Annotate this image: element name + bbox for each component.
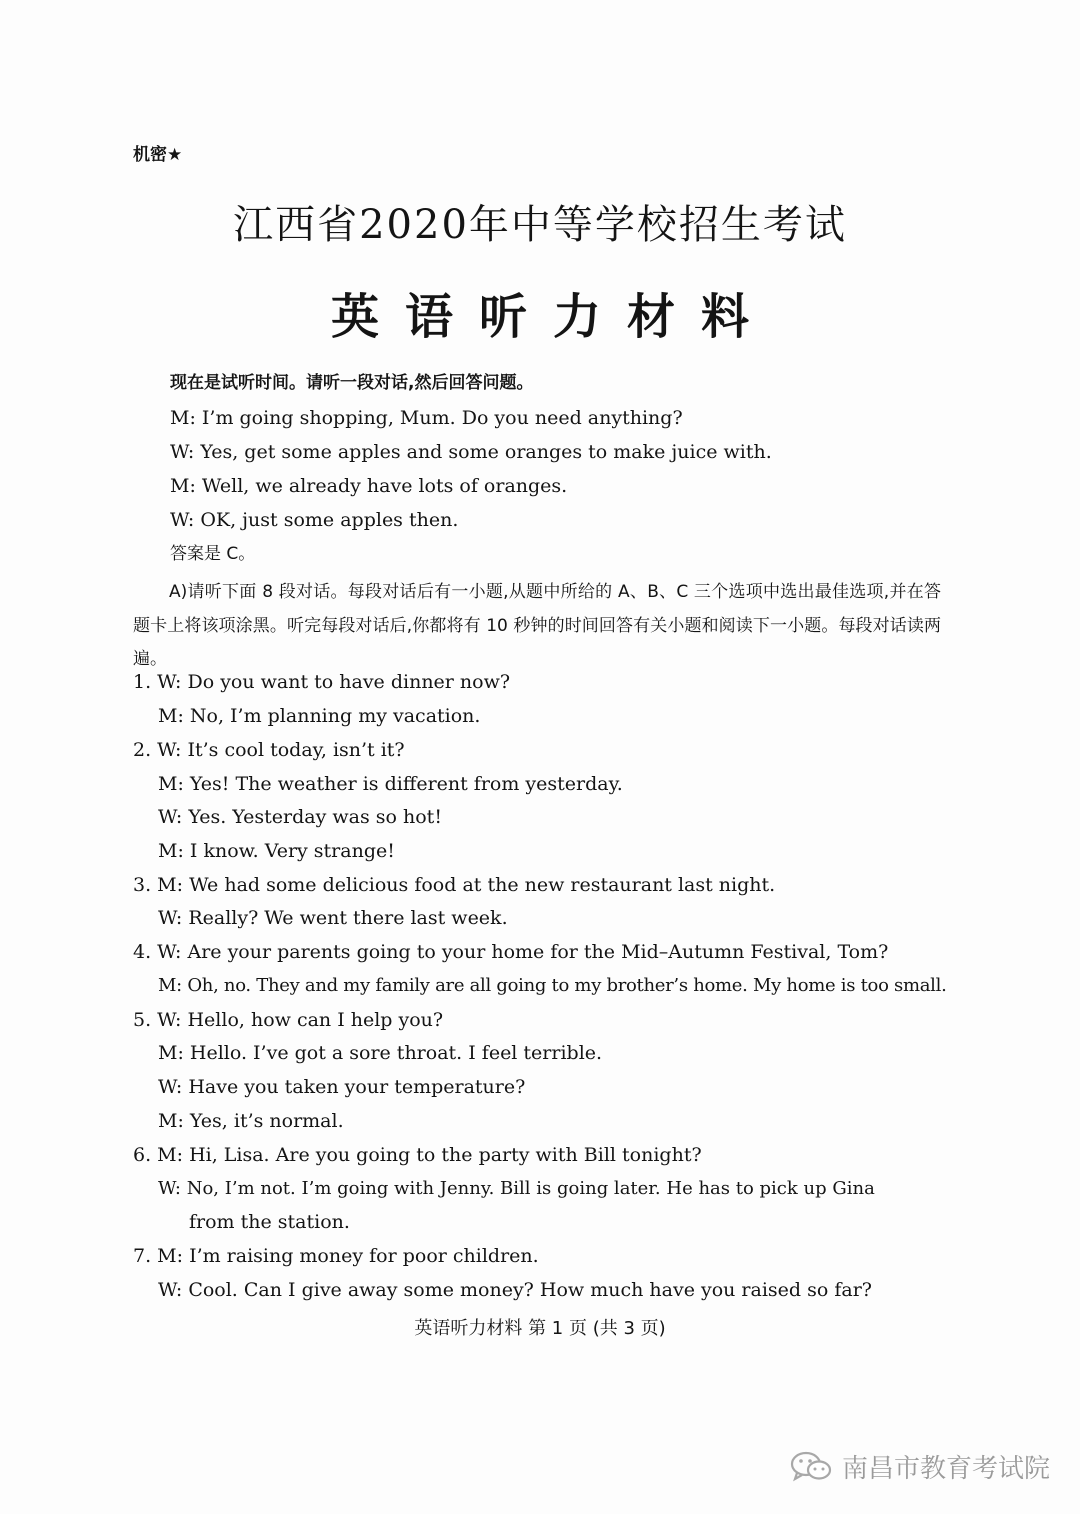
practice-line: M: I’m going shopping, Mum. Do you need anything? <box>170 407 683 429</box>
exam-title: 江西省2020年中等学校招生考试 <box>233 202 847 248</box>
dialogue-line: 4. W: Are your parents going to your home for the Mid–Autumn Festival, Tom? <box>133 941 889 963</box>
dialogue-line: 1. W: Do you want to have dinner now? <box>133 671 511 693</box>
dialogue-line: W: Cool. Can I give away some money? How much have you raised so far? <box>158 1279 872 1301</box>
dialogue-line: M: No, I’m planning my vacation. <box>158 705 481 727</box>
practice-instruction: 现在是试听时间。请听一段对话,然后回答问题。 <box>170 373 534 393</box>
exam-subtitle: 英语听力材料 <box>330 289 775 345</box>
page-footer: 英语听力材料 第 1 页 (共 3 页) <box>414 1318 666 1339</box>
dialogue-line: W: Have you taken your temperature? <box>158 1076 526 1098</box>
practice-line: W: OK, just some apples then. <box>170 509 459 531</box>
dialogue-line: 5. W: Hello, how can I help you? <box>133 1009 444 1031</box>
dialogue-line: from the station. <box>189 1211 350 1233</box>
dialogue-line: 3. M: We had some delicious food at the new restaurant last night. <box>133 874 776 896</box>
dialogue-line: 2. W: It’s cool today, isn’t it? <box>133 739 405 761</box>
secret-mark: 机密★ <box>133 145 183 165</box>
dialogue-line: M: Yes, it’s normal. <box>158 1110 344 1132</box>
dialogue-line: W: No, I’m not. I’m going with Jenny. Bill is going later. He has to pick up Gina <box>158 1178 875 1199</box>
dialogue-line: 6. M: Hi, Lisa. Are you going to the party with Bill tonight? <box>133 1144 702 1166</box>
dialogue-line: W: Yes. Yesterday was so hot! <box>158 806 442 828</box>
dialogue-line: W: Really? We went there last week. <box>158 907 508 929</box>
practice-answer: 答案是 C。 <box>170 544 256 564</box>
watermark-text: 南昌市教育考试院 <box>841 1454 1050 1484</box>
dialogue-line: M: Yes! The weather is different from yesterday. <box>158 773 623 795</box>
dialogue-line: M: Hello. I’ve got a sore throat. I feel terrible. <box>158 1042 603 1064</box>
wechat-icon <box>788 1449 834 1485</box>
watermark <box>788 1448 1050 1485</box>
dialogue-line: 7. M: I’m raising money for poor children. <box>133 1245 539 1267</box>
practice-line: W: Yes, get some apples and some oranges to make juice with. <box>170 441 772 463</box>
dialogue-line: M: I know. Very strange! <box>158 840 395 862</box>
practice-line: M: Well, we already have lots of oranges. <box>170 475 568 497</box>
section-a-instruction: A)请听下面 8 段对话。每段对话后有一小题,从题中所给的 A、B、C 三个选项中选出最佳选项,并在答题卡上将该项涂黑。听完每段对话后,你都将有 10 秒钟的时间回答有关小题和阅读下一小题。每段对话读两遍。 <box>133 582 941 669</box>
dialogue-line: M: Oh, no. They and my family are all going to my brother’s home. My home is too small. <box>158 975 947 996</box>
